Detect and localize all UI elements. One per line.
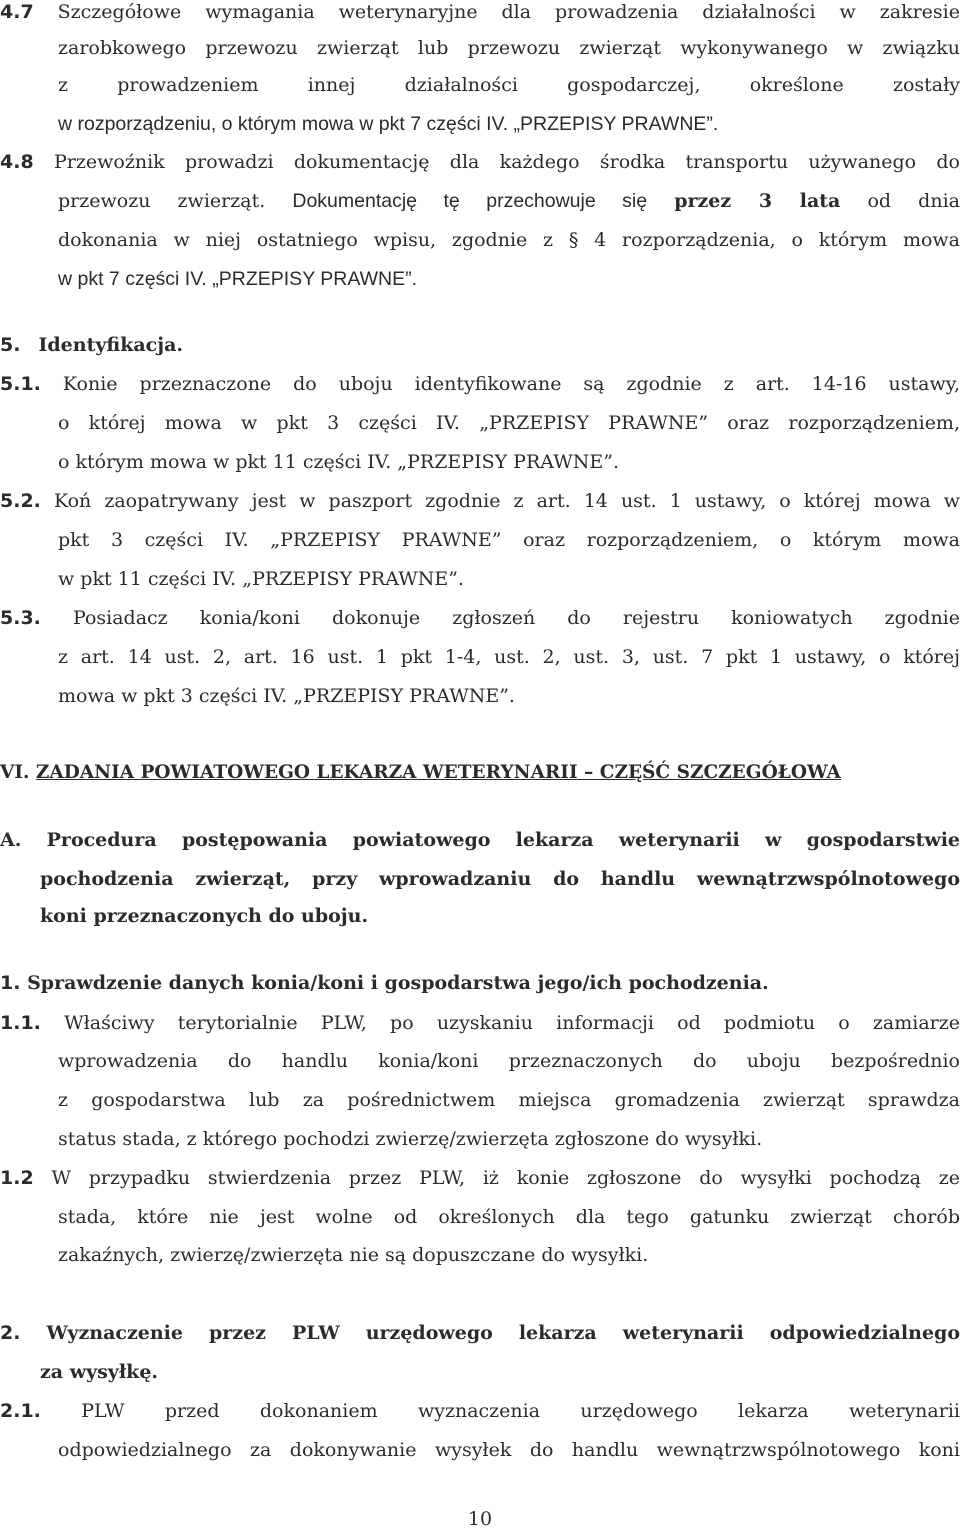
step-heading-2 [0, 1318, 960, 1348]
paragraph-line: pkt 3 części IV. „PRZEPISY PRAWNE” oraz rozporządzeniem, o którym mowa [58, 529, 960, 551]
paragraph-line: odpowiedzialnego za dokonywanie wysyłek do handlu wewnątrzwspólnotowego koni [58, 1439, 960, 1461]
paragraph-line: w pkt 11 części IV. „PRZEPISY PRAWNE”. [58, 568, 464, 590]
section-number: 5.3. [0, 607, 41, 629]
paragraph-text: Konie przeznaczone do uboju identyfikowane są zgodnie z art. 14-16 ustawy, [62, 373, 960, 395]
procedure-heading-a [0, 825, 960, 855]
paragraph-text: Przewoźnik prowadzi dokumentację dla każdego środka transportu używanego do [54, 151, 960, 173]
paragraph-line: dokonania w niej ostatniego wpisu, zgodnie z § 4 rozporządzenia, o którym mowa [58, 229, 960, 251]
paragraph-line: z prowadzeniem innej działalności gospodarczej, określone zostały [58, 74, 960, 96]
paragraph-line: wprowadzenia do handlu konia/koni przeznaczonych do uboju bezpośrednio [58, 1050, 960, 1072]
procedure-heading-line: koni przeznaczonych do uboju. [40, 905, 369, 927]
paragraph-line: z gospodarstwa lub za pośrednictwem miejsca gromadzenia zwierząt sprawdza [58, 1089, 960, 1111]
step-heading-line: za wysyłkę. [40, 1361, 159, 1383]
paragraph-4-7-line-1 [0, 0, 960, 27]
procedure-heading-line: pochodzenia zwierząt, przy wprowadzaniu do handlu wewnątrzwspólnotowego [40, 868, 960, 890]
procedure-letter: A. [0, 829, 22, 851]
section-number: 5.2. [0, 490, 41, 512]
paragraph-line: zakaźnych, zwierzę/zwierzęta nie są dopuszczane do wysyłki. [58, 1244, 649, 1266]
paragraph-1-1-line-1 [0, 1008, 960, 1038]
bold-text: przez 3 lata [674, 190, 841, 212]
step-title: Sprawdzenie danych konia/koni i gospodarstwa jego/ich pochodzenia. [27, 972, 769, 994]
paragraph-line: mowa w pkt 3 części IV. „PRZEPISY PRAWNE”. [58, 685, 515, 707]
paragraph-text: Posiadacz konia/koni dokonuje zgłoszeń do rejestru koniowatych zgodnie [72, 607, 960, 629]
text-segment: przewozu zwierząt. [58, 190, 266, 212]
paragraph-line: o którym mowa w pkt 11 części IV. „PRZEPISY PRAWNE”. [58, 451, 619, 473]
step-number: 1. [0, 972, 21, 994]
text-segment: Dokumentację tę przechowuje się [292, 190, 648, 212]
step-heading-1 [0, 968, 960, 998]
paragraph-4-8-line-1 [0, 147, 960, 177]
paragraph-1-2-line-1 [0, 1163, 960, 1193]
step-title: Wyznaczenie przez PLW urzędowego lekarza weterynarii odpowiedzialnego [46, 1322, 960, 1344]
paragraph-5-2-line-1 [0, 486, 960, 516]
paragraph-5-3-line-1 [0, 603, 960, 633]
section-heading-5 [0, 330, 960, 360]
paragraph-line: o której mowa w pkt 3 części IV. „PRZEPISY PRAWNE” oraz rozporządzeniem, [58, 412, 960, 434]
paragraph-2-1-line-1 [0, 1396, 960, 1426]
chapter-number: VI. [0, 762, 30, 783]
paragraph-line: w pkt 7 części IV. „PRZEPISY PRAWNE”. [58, 268, 418, 290]
paragraph-line: w rozporządzeniu, o którym mowa w pkt 7 części IV. „PRZEPISY PRAWNE”. [58, 113, 719, 135]
paragraph-text: Szczegółowe wymagania weterynaryjne dla prowadzenia działalności w zakresie [57, 1, 960, 23]
procedure-title: Procedura postępowania powiatowego lekarza weterynarii w gospodarstwie [46, 829, 960, 851]
section-number: 1.1. [0, 1012, 41, 1034]
paragraph-text: Właściwy terytorialnie PLW, po uzyskaniu informacji od podmiotu o zamiarze [64, 1012, 960, 1034]
page-number: 10 [467, 1508, 493, 1530]
section-number: 2.1. [0, 1400, 41, 1422]
paragraph-line [58, 186, 960, 216]
section-number: 4.8 [0, 151, 34, 173]
paragraph-line: zarobkowego przewozu zwierząt lub przewozu zwierząt wykonywanego w związku [58, 37, 960, 59]
paragraph-text: W przypadku stwierdzenia przez PLW, iż konie zgłoszone do wysyłki pochodzą ze [51, 1167, 960, 1189]
section-number: 5.1. [0, 373, 41, 395]
section-number: 1.2 [0, 1167, 34, 1189]
paragraph-5-1-line-1 [0, 369, 960, 399]
section-number: 4.7 [0, 1, 34, 23]
text-segment: od dnia [867, 190, 960, 212]
chapter-title: ZADANIA POWIATOWEGO LEKARZA WETERYNARII – CZĘŚĆ SZCZEGÓŁOWA [35, 762, 841, 783]
paragraph-line: stada, które nie jest wolne od określonych dla tego gatunku zwierząt chorób [58, 1206, 960, 1228]
chapter-heading-vi [0, 758, 960, 788]
paragraph-text: Koń zaopatrywany jest w paszport zgodnie z art. 14 ust. 1 ustawy, o której mowa w [53, 490, 960, 512]
paragraph-line: status stada, z którego pochodzi zwierzę/zwierzęta zgłoszone do wysyłki. [58, 1128, 763, 1150]
paragraph-line: z art. 14 ust. 2, art. 16 ust. 1 pkt 1-4, ust. 2, ust. 3, ust. 7 pkt 1 ustawy, o której [58, 646, 960, 668]
section-number: 5. [0, 334, 21, 356]
step-number: 2. [0, 1322, 21, 1344]
paragraph-text: PLW przed dokonaniem wyznaczenia urzędowego lekarza weterynarii [81, 1400, 960, 1422]
section-title: Identyfikacja. [38, 334, 184, 356]
